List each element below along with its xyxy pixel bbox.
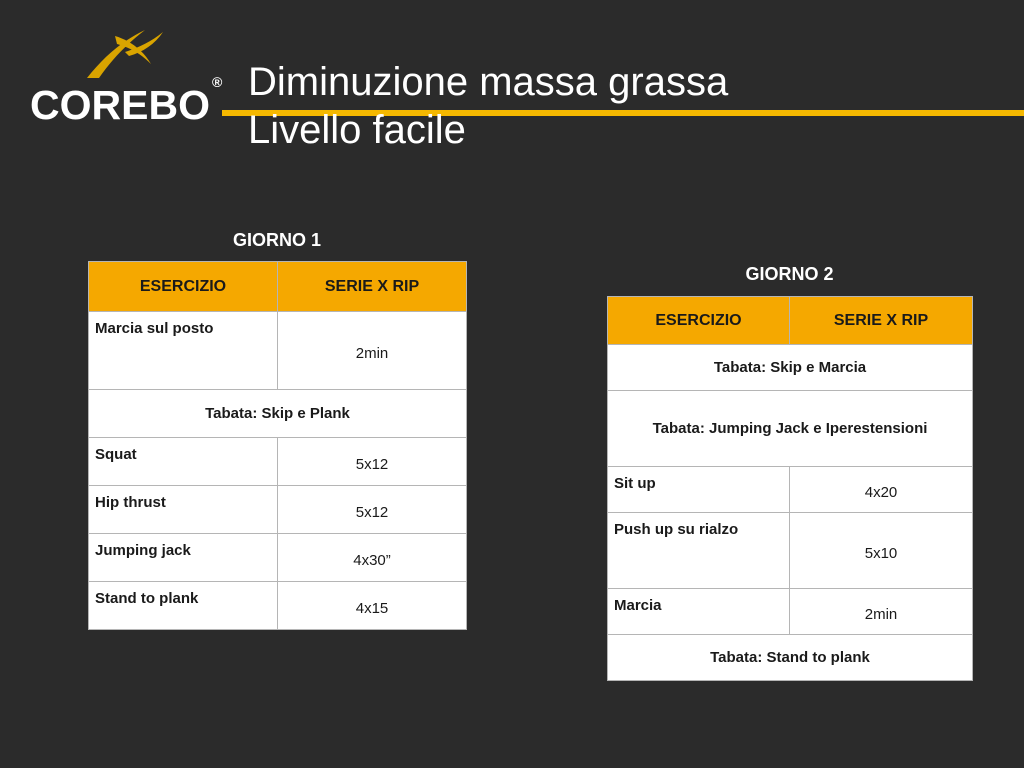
day1-table — [88, 261, 467, 630]
corebo-swoosh-icon — [85, 28, 165, 80]
corebo-logo — [30, 28, 230, 128]
tabata-cell: Tabata: Jumping Jack e Iperestensioni — [608, 391, 973, 467]
value-cell: 5x12 — [278, 486, 467, 534]
table-row — [89, 582, 467, 630]
exercise-cell: Push up su rialzo — [608, 513, 790, 589]
exercise-cell: Sit up — [608, 467, 790, 513]
header-esercizio: ESERCIZIO — [89, 262, 278, 312]
tabata-cell: Tabata: Stand to plank — [608, 635, 973, 681]
title-line-1: Diminuzione massa grassa — [248, 60, 729, 104]
table-row — [89, 534, 467, 582]
table-row — [89, 486, 467, 534]
table-row — [608, 345, 973, 391]
table-header-row — [608, 297, 973, 345]
header-serie: SERIE X RIP — [278, 262, 467, 312]
exercise-cell: Jumping jack — [89, 534, 278, 582]
header-serie: SERIE X RIP — [790, 297, 973, 345]
value-cell: 4x30” — [278, 534, 467, 582]
table-row — [608, 635, 973, 681]
tabata-cell: Tabata: Skip e Plank — [89, 390, 467, 438]
header-esercizio: ESERCIZIO — [608, 297, 790, 345]
table-row — [608, 589, 973, 635]
day2-heading: GIORNO 2 — [745, 264, 834, 284]
title-line-2: Livello facile — [248, 108, 466, 152]
exercise-cell: Hip thrust — [89, 486, 278, 534]
day2-table — [607, 296, 973, 681]
table-header-row — [89, 262, 467, 312]
table-row — [89, 312, 467, 390]
value-cell: 5x12 — [278, 438, 467, 486]
table-row — [89, 390, 467, 438]
exercise-cell: Marcia sul posto — [89, 312, 278, 390]
value-cell: 2min — [278, 312, 467, 390]
table-row — [608, 391, 973, 467]
value-cell: 2min — [790, 589, 973, 635]
slide-title — [248, 58, 728, 154]
exercise-cell: Stand to plank — [89, 582, 278, 630]
logo-wordmark: COREBO — [30, 82, 210, 128]
exercise-cell: Squat — [89, 438, 278, 486]
registered-mark: ® — [212, 74, 223, 90]
table-row — [608, 513, 973, 589]
table-row — [608, 467, 973, 513]
day1-heading: GIORNO 1 — [232, 230, 321, 250]
exercise-cell: Marcia — [608, 589, 790, 635]
value-cell: 4x15 — [278, 582, 467, 630]
tabata-cell: Tabata: Skip e Marcia — [608, 345, 973, 391]
table-row — [89, 438, 467, 486]
value-cell: 5x10 — [790, 513, 973, 589]
value-cell: 4x20 — [790, 467, 973, 513]
